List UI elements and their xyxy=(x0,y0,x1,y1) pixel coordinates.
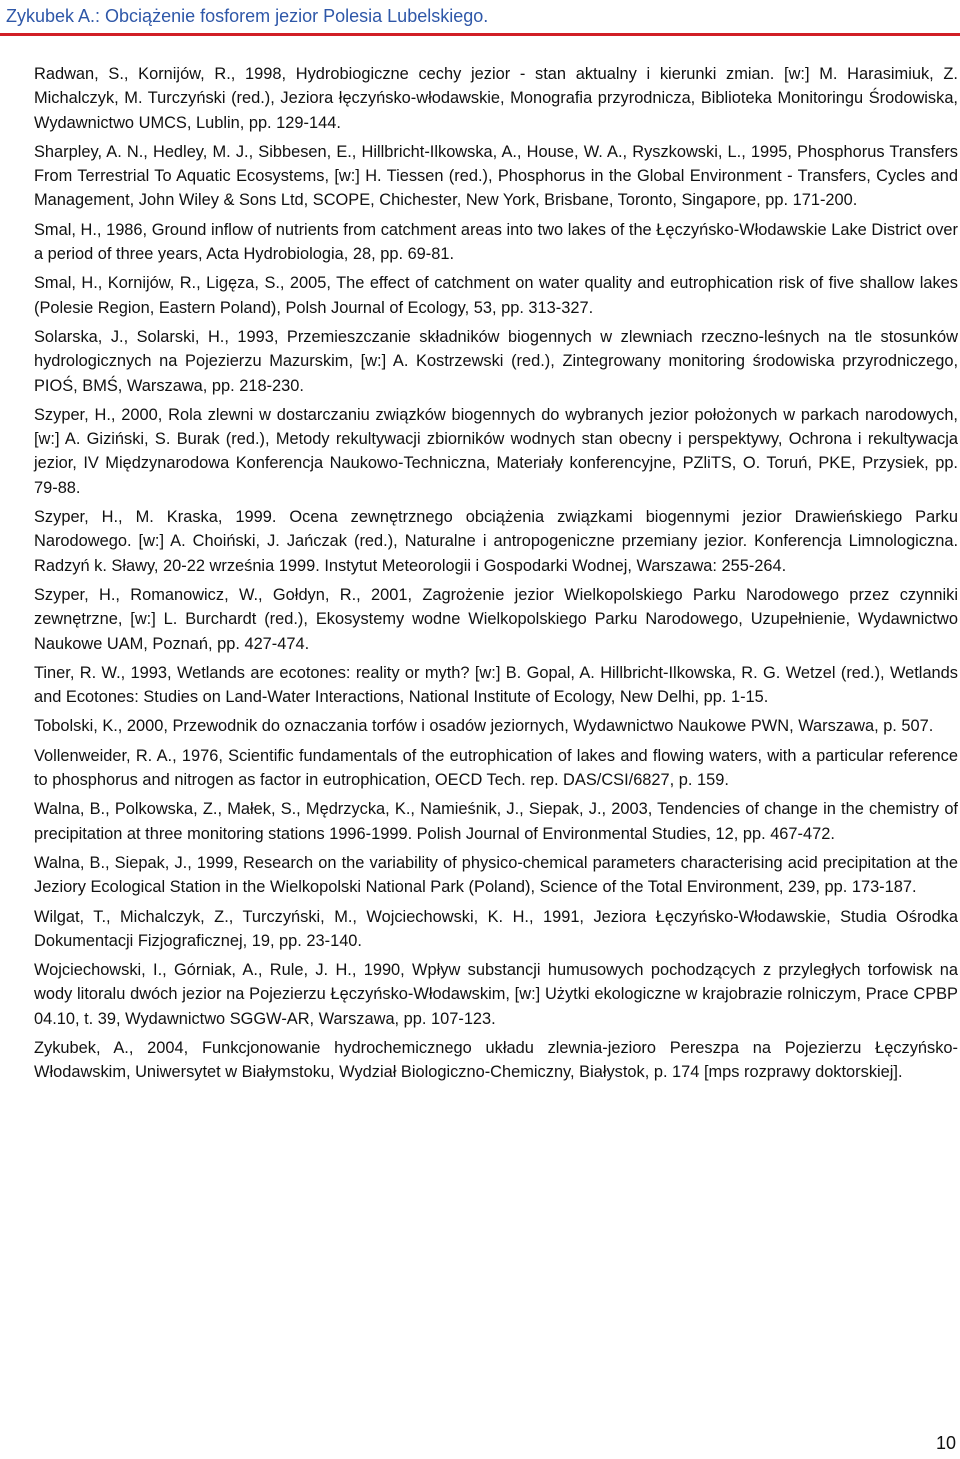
reference-list xyxy=(34,62,958,1090)
reference-entry-zykubek-2004: Zykubek, A., 2004, Funkcjonowanie hydrochemicznego układu zlewnia-jezioro Pereszpa na Pojezierzu Łęczyńsko-Włodawskim, Uniwersytet w Białymstoku, Wydział Biologiczno-Chemiczny, Białystok, p. 174 [mps rozprawy doktorskiej]. xyxy=(34,1038,958,1082)
reference-entry-radwan-1998: Radwan, S., Kornijów, R., 1998, Hydrobiogiczne cechy jezior - stan aktualny i kierunki zmian. [w:] M. Harasimiuk, Z. Michalczyk, M. Turczyński (red.), Jeziora łęczyńsko-włodawskie, Monografia przyrodnicza, Biblioteka Monitoringu Środowiska, Wydawnictwo UMCS, Lublin, pp. 129-144. xyxy=(34,65,958,132)
running-header-title: Zykubek A.: Obciążenie fosforem jezior Polesia Lubelskiego. xyxy=(6,6,489,26)
reference-entry-solarska-1993: Solarska, J., Solarski, H., 1993, Przemieszczanie składników biogennych w zlewniach rzeczno-leśnych na tle stosunków hydrologicznych na Pojezierzu Mazurskim, [w:] A. Kostrzewski (red.), Zintegrowany monitoring środowiska przyrodniczego, PIOŚ, BMŚ, Warszawa, pp. 218-230. xyxy=(34,327,958,395)
reference-entry-smal-2005: Smal, H., Kornijów, R., Ligęza, S., 2005, The effect of catchment on water quality and eutrophication risk of five shallow lakes (Polesie Region, Eastern Poland), Polsh Journal of Ecology, 53, pp. 313-327. xyxy=(34,274,958,317)
reference-entry-walna-2003: Walna, B., Polkowska, Z., Małek, S., Mędrzycka, K., Namieśnik, J., Siepak, J., 2003, Tendencies of change in the chemistry of precipitation at three monitoring stations 1996-1999. Polish Journal of Environmental Studies, 12, pp. 467-472. xyxy=(34,800,958,843)
reference-entry-vollenweider-1976: Vollenweider, R. A., 1976, Scientific fundamentals of the eutrophication of lakes and flowing waters, with a particular reference to phosphorus and nitrogen as factor in eutrophication, OECD Tech. rep. DAS/CSI/6827, p. 159. xyxy=(34,746,958,790)
reference-entry-tobolski-2000: Tobolski, K., 2000, Przewodnik do oznaczania torfów i osadów jeziornych, Wydawnictwo Naukowe PWN, Warszawa, p. 507. xyxy=(34,717,934,736)
header-divider xyxy=(0,33,960,36)
reference-entry-szyper-kraska-1999: Szyper, H., M. Kraska, 1999. Ocena zewnętrznego obciążenia związkami biogennymi jezior Drawieńskiego Parku Narodowego. [w:] A. Choiński, J. Jańczak (red.), Naturalne i antropogeniczne przemiany jezior. Konferencja Limnologiczna. Radzyń k. Sławy, 20-22 września 1999. Instytut Meteorologii i Gospodarki Wodnej, Warszawa: 255-264. xyxy=(34,508,958,575)
reference-entry-tiner-1993: Tiner, R. W., 1993, Wetlands are ecotones: reality or myth? [w:] B. Gopal, A. Hillbricht-Ilkowska, R. G. Wetzel (red.), Wetlands and Ecotones: Studies on Land-Water Interactions, National Institute of Ecology, New Delhi, pp. 1-15. xyxy=(34,663,958,707)
reference-entry-walna-1999: Walna, B., Siepak, J., 1999, Research on the variability of physico-chemical parameters characterising acid precipitation at the Jeziory Ecological Station in the Wielkopolski National Park (Poland), Science of the Total Environment, 239, pp. 173-187. xyxy=(34,853,958,897)
reference-entry-smal-1986: Smal, H., 1986, Ground inflow of nutrients from catchment areas into two lakes of the Łęczyńsko-Włodawskie Lake District over a period of three years, Acta Hydrobiologia, 28, pp. 69-81. xyxy=(34,220,958,264)
page-number: 10 xyxy=(935,1433,956,1453)
reference-entry-sharpley-1995: Sharpley, A. N., Hedley, M. J., Sibbesen, E., Hillbricht-Ilkowska, A., House, W. A., Ryszkowski, L., 1995, Phosphorus Transfers From Terrestrial To Aquatic Ecosystems, [w:] H. Tiessen (red.), Phosphorus in the Global Environment - Transfers, Cycles and Management, John Wiley & Sons Ltd, SCOPE, Chichester, New York, Brisbane, Toronto, Singapore, pp. 171-200. xyxy=(34,142,958,210)
reference-entry-wojciechowski-1990: Wojciechowski, I., Górniak, A., Rule, J. H., 1990, Wpływ substancji humusowych pochodzących z przyległych torfowisk na wody litoralu dwóch jezior na Pojezierzu Łęczyńsko-Włodawskim, [w:] Użytki ekologiczne w krajobrazie rolniczym, Prace CPBP 04.10, t. 39, Wydawnictwo SGGW-AR, Warszawa, pp. 107-123. xyxy=(34,961,958,1028)
reference-entry-szyper-2001: Szyper, H., Romanowicz, W., Gołdyn, R., 2001, Zagrożenie jezior Wielkopolskiego Parku Narodowego przez czynniki zewnętrzne, [w:] L. Burchardt (red.), Ekosystemy wodne Wielkopolskiego Parku Narodowego, Uzupełnienie, Wydawnictwo Naukowe UAM, Poznań, pp. 427-474. xyxy=(34,585,958,653)
reference-entry-wilgat-1991: Wilgat, T., Michalczyk, Z., Turczyński, M., Wojciechowski, K. H., 1991, Jeziora Łęczyńsko-Włodawskie, Studia Ośrodka Dokumentacji Fizjograficznej, 19, pp. 23-140. xyxy=(34,907,958,950)
reference-entry-szyper-2000: Szyper, H., 2000, Rola zlewni w dostarczaniu związków biogennych do wybranych jezior położonych w parkach narodowych, [w:] A. Giziński, S. Burak (red.), Metody rekultywacji zbiorników wodnych stan obecny i perspektywy, Ochrona i rekultywacja jezior, IV Międzynarodowa Konferencja Naukowo-Techniczna, Materiały konferencyjne, PZliTS, O. Toruń, PKE, Przysiek, pp. 79-88. xyxy=(34,405,958,497)
